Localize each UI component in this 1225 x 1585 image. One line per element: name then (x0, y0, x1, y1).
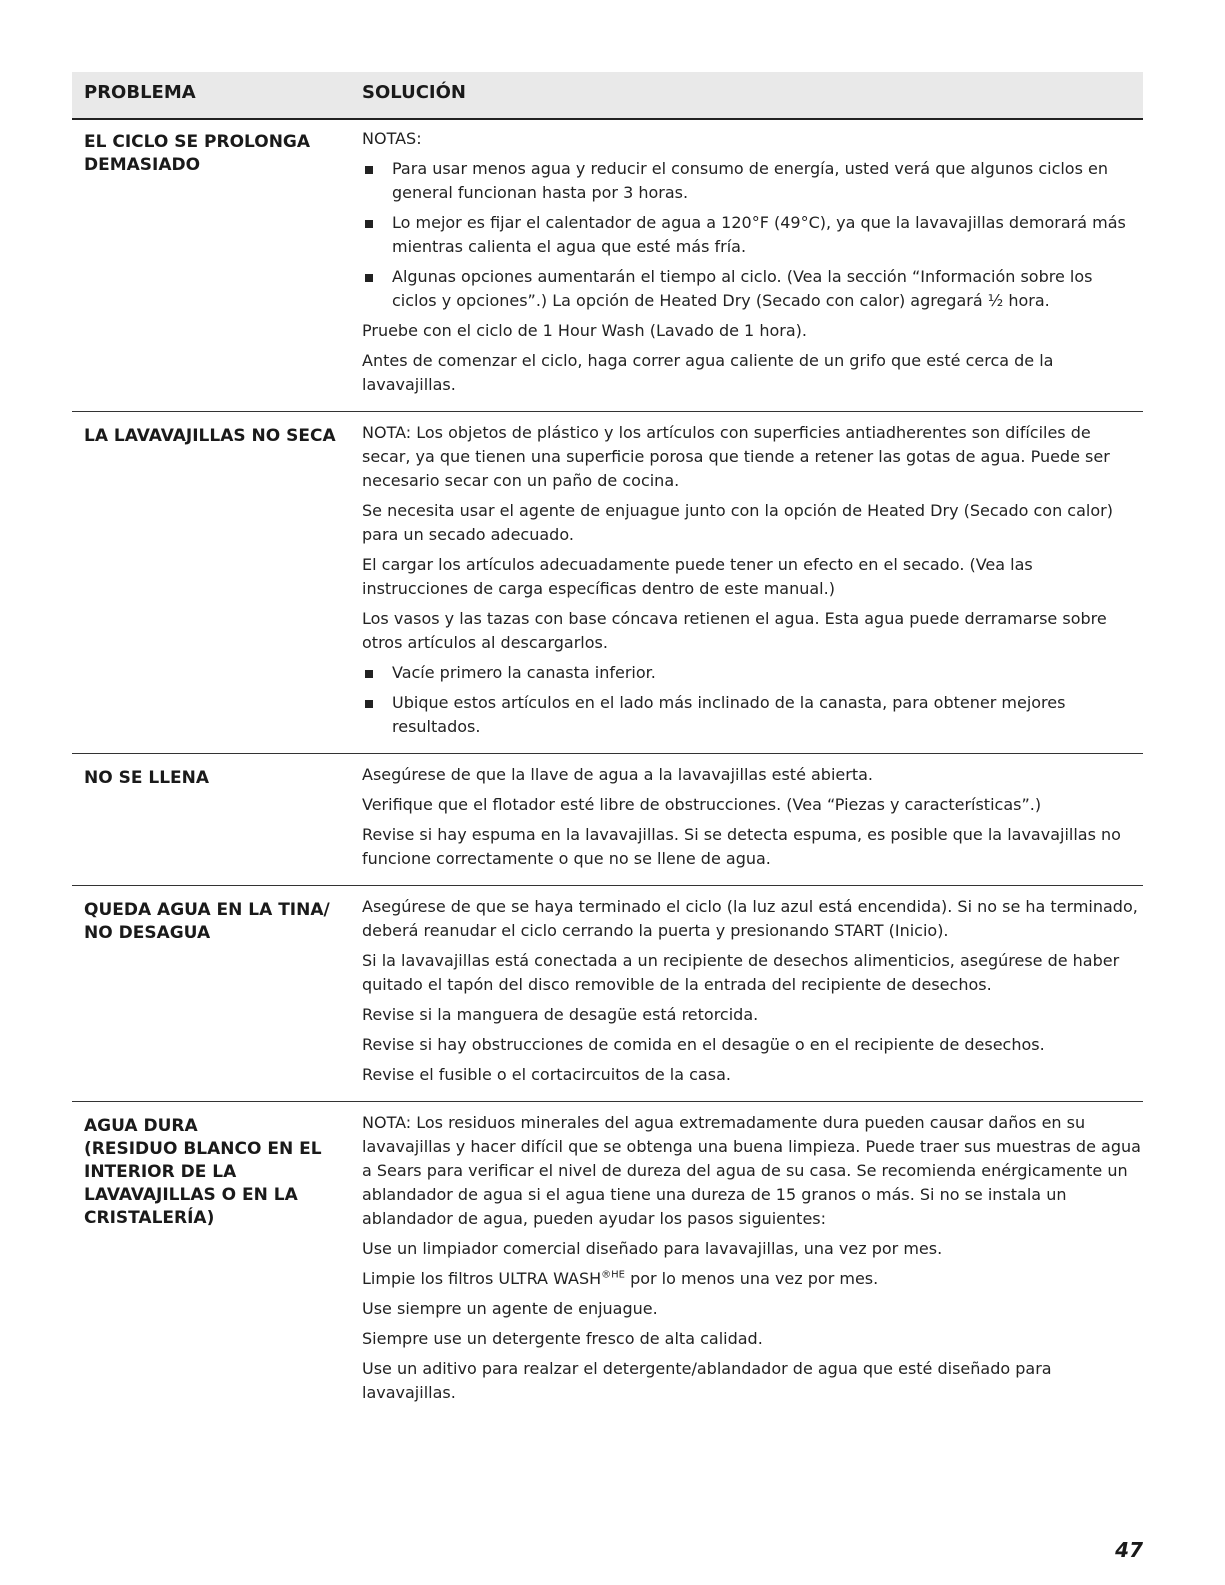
table-row (72, 885, 1143, 1101)
problem-label: NO SE LLENA (84, 768, 210, 788)
solution-text: NOTAS: (362, 129, 422, 148)
solution-text: Revise si hay obstrucciones de comida en el desagüe o en el recipiente de desechos. (362, 1035, 1045, 1054)
solution-text (362, 1267, 1142, 1291)
problem-label: QUEDA AGUA EN LA TINA/ NO DESAGUA (84, 900, 330, 943)
solution-bullet: Lo mejor es fijar el calentador de agua a 120°F (49°C), ya que la lavavajillas demorará más mientras calienta el agua que esté más fría. (362, 211, 1142, 259)
solution-text: Pruebe con el ciclo de 1 Hour Wash (Lavado de 1 hora). (362, 321, 807, 340)
solution-text: NOTA: Los objetos de plástico y los artículos con superficies antiadherentes son difíciles de secar, ya que tienen una superficie porosa que tiende a retener las gotas de agua. Puede ser necesario secar con un paño de cocina. (362, 423, 1110, 490)
problem-column-header: PROBLEMA (84, 82, 196, 103)
table-header (72, 72, 1143, 120)
problem-label: EL CICLO SE PROLONGA DEMASIADO (84, 132, 311, 175)
table-row (72, 411, 1143, 753)
solution-text-part: Limpie los filtros ULTRA WASH (362, 1269, 602, 1288)
solution-column-header: SOLUCIÓN (362, 82, 466, 103)
solution-text: Revise el fusible o el cortacircuitos de la casa. (362, 1065, 731, 1084)
solution-text: Antes de comenzar el ciclo, haga correr agua caliente de un grifo que esté cerca de la lavavajillas. (362, 351, 1054, 394)
solution-text: Se necesita usar el agente de enjuague junto con la opción de Heated Dry (Secado con calor) para un secado adecuado. (362, 501, 1113, 544)
troubleshooting-table (72, 118, 1143, 1419)
solution-text: NOTA: Los residuos minerales del agua extremadamente dura pueden causar daños en su lavavajillas y hacer difícil que se obtenga una buena limpieza. Puede traer sus muestras de agua a Sears para verificar el nivel de dureza del agua de su casa. Se recomienda enérgicamente un ablandador de agua si el agua tiene una dureza de 15 granos o más. Si no se instala un ablandador de agua, pueden ayudar los pasos siguientes: (362, 1113, 1141, 1228)
solution-text: Revise si la manguera de desagüe está retorcida. (362, 1005, 759, 1024)
solution-text-part: por lo menos una vez por mes. (624, 1269, 879, 1288)
solution-bullet: Ubique estos artículos en el lado más inclinado de la canasta, para obtener mejores resultados. (362, 691, 1142, 739)
solution-text: Use siempre un agente de enjuague. (362, 1299, 658, 1318)
solution-text: Asegúrese de que la llave de agua a la lavavajillas esté abierta. (362, 765, 873, 784)
solution-text: Si la lavavajillas está conectada a un recipiente de desechos alimenticios, asegúrese de haber quitado el tapón del disco removible de la entrada del recipiente de desechos. (362, 951, 1120, 994)
solution-bullet: Algunas opciones aumentarán el tiempo al ciclo. (Vea la sección “Información sobre los ciclos y opciones”.) La opción de Heated Dry (Secado con calor) agregará ½ hora. (362, 265, 1142, 313)
problem-label: LA LAVAVAJILLAS NO SECA (84, 426, 336, 446)
solution-text: Revise si hay espuma en la lavavajillas. Si se detecta espuma, es posible que la lavavajillas no funcione correctamente o que no se llene de agua. (362, 825, 1121, 868)
table-row (72, 1101, 1143, 1419)
solution-cell (362, 886, 1142, 1101)
solution-text: Asegúrese de que se haya terminado el ciclo (la luz azul está encendida). Si no se ha terminado, deberá reanudar el ciclo cerrando la puerta y presionando START (Inicio). (362, 897, 1138, 940)
solution-text: Use un limpiador comercial diseñado para lavavajillas, una vez por mes. (362, 1239, 943, 1258)
solution-text: Verifique que el flotador esté libre de obstrucciones. (Vea “Piezas y características”.) (362, 795, 1042, 814)
trademark-superscript: ®HE (601, 1269, 625, 1281)
page-number: 47 (1115, 1538, 1143, 1562)
solution-cell (362, 118, 1142, 411)
solution-bullet: Vacíe primero la canasta inferior. (362, 661, 1142, 685)
solution-text: El cargar los artículos adecuadamente puede tener un efecto en el secado. (Vea las instrucciones de carga específicas dentro de este manual.) (362, 555, 1033, 598)
table-row (72, 753, 1143, 885)
solution-text: Los vasos y las tazas con base cóncava retienen el agua. Esta agua puede derramarse sobre otros artículos al descargarlos. (362, 609, 1107, 652)
solution-cell (362, 1102, 1142, 1419)
solution-cell (362, 754, 1142, 885)
solution-bullet: Para usar menos agua y reducir el consumo de energía, usted verá que algunos ciclos en general funcionan hasta por 3 horas. (362, 157, 1142, 205)
solution-text: Siempre use un detergente fresco de alta calidad. (362, 1329, 763, 1348)
solution-cell (362, 412, 1142, 753)
problem-label: AGUA DURA (RESIDUO BLANCO EN EL INTERIOR DE LA LAVAVAJILLAS O EN LA CRISTALERÍA) (84, 1116, 322, 1228)
solution-text: Use un aditivo para realzar el detergente/ablandador de agua que esté diseñado para lavavajillas. (362, 1359, 1052, 1402)
table-row (72, 118, 1143, 411)
